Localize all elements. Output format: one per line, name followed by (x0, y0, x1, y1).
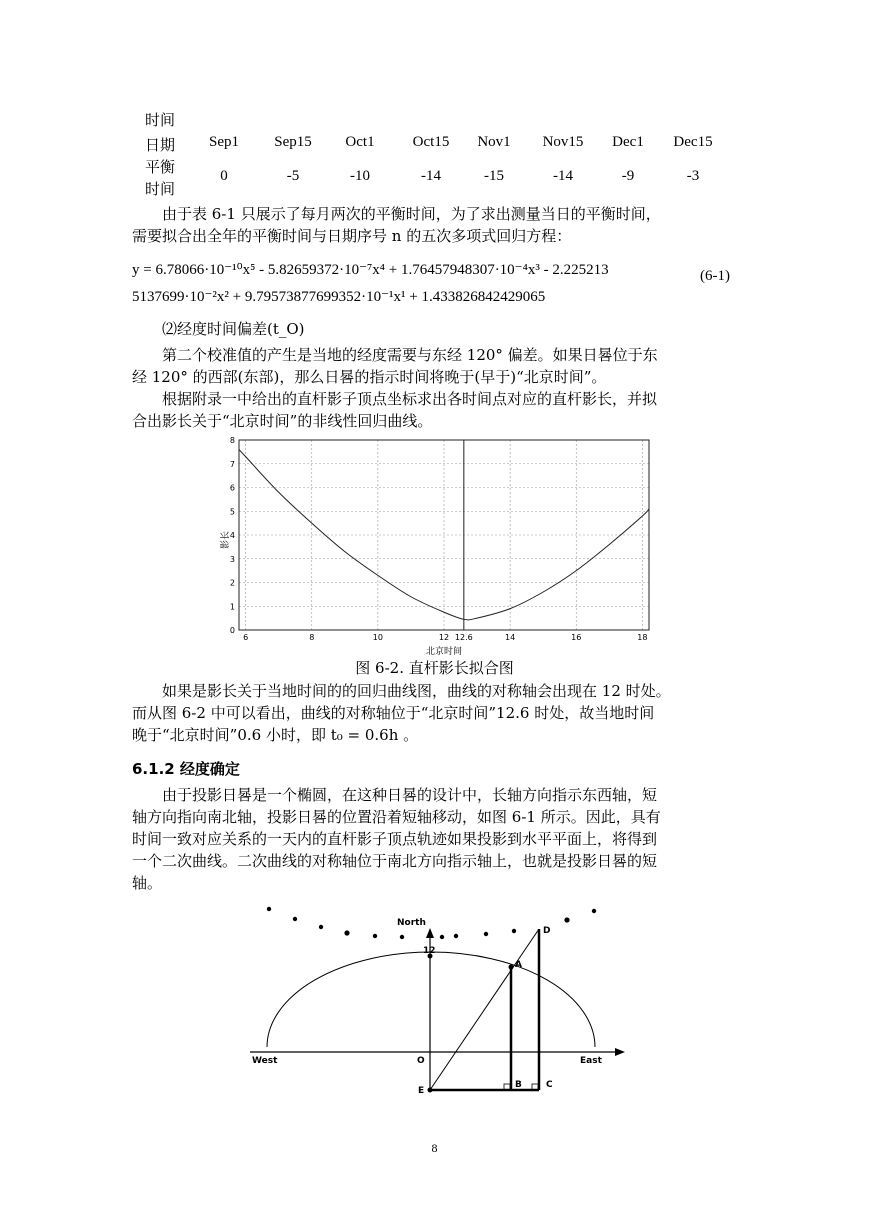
table-cell-date: Sep15 (274, 134, 312, 150)
shadow-dot (564, 917, 569, 922)
equation-line-2: 5137699·10⁻²x² + 9.79573877699352·10⁻¹x¹ + 1.433826842429065 (132, 289, 546, 305)
text-line: 需要拟合出全年的平衡时间与日期序号 n 的五次多项式回归方程： (132, 227, 572, 245)
label-d: D (543, 926, 551, 936)
label-origin: O (417, 1056, 425, 1066)
equation-line-1: y = 6.78066·10⁻¹⁰x⁵ - 5.82659372·10⁻⁷x⁴ + 1.76457948307·10⁻⁴x³ - 2.225213 (132, 262, 609, 278)
label-east: East (580, 1056, 602, 1066)
table-cell-value: 0 (220, 168, 228, 184)
table-cell-value: -10 (350, 168, 370, 184)
table-cell-value: -3 (686, 168, 700, 184)
chart-y-tick-label: 3 (229, 554, 235, 564)
shadow-dot (293, 917, 297, 921)
table-cell-date: Oct1 (345, 134, 375, 150)
shadow-dot (484, 932, 488, 936)
chart-x-tick-label: 6 (243, 633, 249, 642)
chart-y-tick-label: 0 (229, 626, 235, 635)
text-line: 经 120° 的西部(东部)，那么日晷的指示时间将晚于(早于)“北京时间”。 (132, 368, 607, 386)
chart-grid (239, 440, 649, 630)
chart-y-tick-label: 2 (229, 578, 235, 588)
chart-y-tick-label: 6 (229, 483, 235, 493)
balance-time-table (123, 103, 729, 203)
point-e (428, 1088, 433, 1093)
chart-ticks (230, 436, 648, 642)
table-cell-value: -15 (484, 168, 504, 184)
chart-y-tick-label: 7 (229, 459, 235, 469)
shadow-dot (267, 907, 271, 911)
chart-x-tick-label: 16 (571, 633, 582, 642)
text-line: 晚于“北京时间”0.6 小时，即 t₀ = 0.6h 。 (132, 726, 419, 744)
table-cell-value: -14 (421, 168, 441, 184)
label-west: West (252, 1056, 278, 1066)
text-line: 第二个校准值的产生是当地的经度需要与东经 120° 偏差。如果日晷位于东 (162, 346, 658, 364)
chart-y-tick-label: 8 (229, 436, 235, 445)
label-b: B (515, 1080, 522, 1090)
text-line: 由于投影日晷是一个椭圆，在这种日晷的设计中，长轴方向指示东西轴，短 (162, 786, 658, 804)
chart-x-tick-label: 8 (309, 633, 315, 642)
chart-x-tick-label: 12.6 (454, 633, 473, 642)
paragraph-5 (132, 784, 738, 894)
shadow-dot (400, 935, 404, 939)
shadow-dot (319, 925, 323, 929)
table-header-time: 时间 (144, 111, 175, 129)
table-rule-bottom (123, 103, 729, 105)
equation-number: (6-1) (700, 268, 730, 284)
shadow-length-chart (215, 432, 655, 658)
east-arrow (615, 1048, 625, 1056)
text-line: 轴方向指向南北轴，投影日晷的位置沿着短轴移动，如图 6-1 所示。因此，具有 (132, 808, 661, 826)
table-cell-value: -14 (553, 168, 573, 184)
shadow-dot (440, 935, 444, 939)
text-line: 合出影长关于“北京时间”的非线性回归曲线。 (132, 412, 433, 430)
table-cell-date: Sep1 (209, 134, 239, 150)
line-e-d (430, 929, 539, 1090)
text-line: 根据附录一中给出的直杆影子顶点坐标求出各时间点对应的直杆影长，并拟 (162, 390, 658, 408)
label-north: North (397, 918, 426, 928)
table-cell-date: Dec15 (673, 134, 713, 150)
section-heading: 6.1.2 经度确定 (132, 760, 240, 778)
paragraph-2 (132, 344, 738, 388)
table-cell-value: -5 (286, 168, 300, 184)
chart-x-tick-label: 18 (637, 633, 648, 642)
chart-y-tick-label: 5 (229, 507, 235, 517)
chart-xlabel: 北京时间 (425, 647, 463, 657)
chart-ylabel: 影长 (221, 530, 231, 550)
paragraph-1 (132, 203, 738, 247)
chart-series-line (239, 450, 649, 620)
shadow-dot (592, 909, 596, 913)
chart-y-tick-label: 1 (229, 602, 235, 612)
page-number: 8 (431, 1141, 438, 1155)
table-cell-value: -9 (621, 168, 635, 184)
table-cell-date: Oct15 (412, 134, 450, 150)
shadow-dot (454, 934, 458, 938)
shadow-dot (512, 929, 516, 933)
table-header-balance-1: 平衡 (144, 158, 175, 176)
table-header-balance-2: 时间 (144, 180, 175, 198)
point-a (509, 965, 514, 970)
chart-x-tick-label: 12 (438, 633, 450, 642)
label-e: E (418, 1086, 425, 1096)
table-cell-date: Dec1 (612, 134, 644, 150)
chart-x-tick-label: 14 (505, 633, 516, 642)
text-line: 一个二次曲线。二次曲线的对称轴位于南北方向指示轴上，也就是投影日晷的短 (132, 852, 658, 870)
text-line: 而从图 6-2 中可以看出，曲线的对称轴位于“北京时间”12.6 时处，故当地时间 (132, 704, 655, 722)
table-cell-date: Nov15 (542, 134, 584, 150)
text-line: 如果是影长关于当地时间的的回归曲线图，曲线的对称轴会出现在 12 时处。 (162, 682, 671, 700)
figure-2-caption: 图 6-2. 直杆影长拟合图 (355, 659, 514, 677)
text-line: 时间一致对应关系的一天内的直杆影子顶点轨迹如果投影到水平平面上，将得到 (132, 830, 658, 848)
table-cell-date: Nov1 (477, 134, 511, 150)
shadow-dot (344, 930, 349, 935)
label-c: C (546, 1080, 553, 1090)
north-arrow (426, 928, 434, 938)
paragraph-4 (132, 680, 738, 746)
shadow-dot (373, 934, 377, 938)
chart-x-tick-label: 10 (372, 633, 383, 642)
chart-y-tick-label: 4 (229, 531, 235, 540)
label-a: A (515, 960, 522, 970)
paragraph-3 (132, 388, 738, 432)
ellipse-arc (267, 952, 595, 1047)
text-line: 轴。 (132, 874, 163, 892)
sundial-diagram (240, 900, 640, 1105)
subheading-2: ⑵经度时间偏差(t_O) (162, 320, 305, 338)
text-line: 由于表 6-1 只展示了每月两次的平衡时间，为了求出测量当日的平衡时间， (162, 205, 661, 223)
table-header-date: 日期 (144, 136, 175, 154)
label-12: 12 (423, 946, 436, 956)
